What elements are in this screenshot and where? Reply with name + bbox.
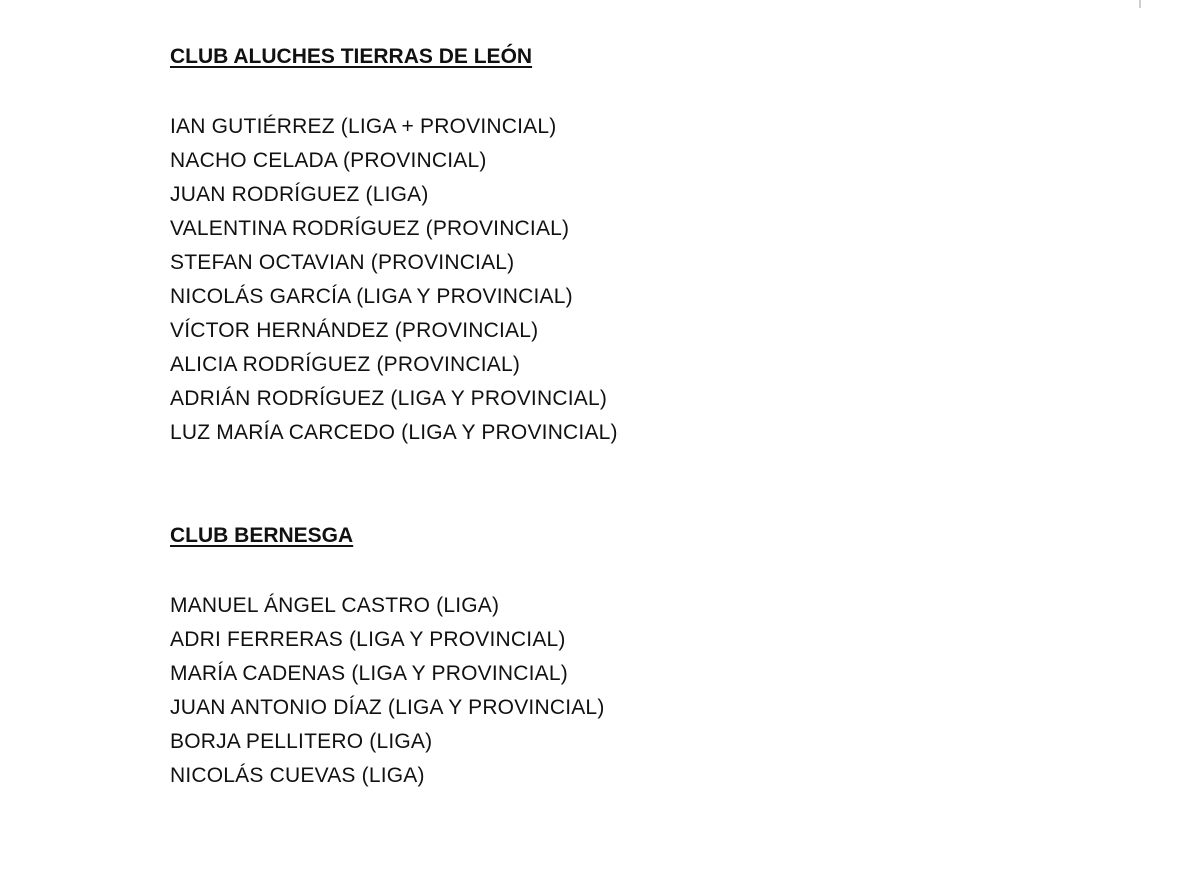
member-list: [170, 589, 605, 793]
club-section-bernesga: [170, 521, 605, 793]
member-item: MARÍA CADENAS (LIGA Y PROVINCIAL): [170, 662, 568, 685]
member-item: MANUEL ÁNGEL CASTRO (LIGA): [170, 594, 500, 617]
member-item: BORJA PELLITERO (LIGA): [170, 730, 433, 753]
member-list: [170, 110, 618, 450]
member-item: JUAN RODRÍGUEZ (LIGA): [170, 183, 429, 206]
member-item: ALICIA RODRÍGUEZ (PROVINCIAL): [170, 353, 521, 376]
member-item: JUAN ANTONIO DÍAZ (LIGA Y PROVINCIAL): [170, 696, 605, 719]
member-item: VALENTINA RODRÍGUEZ (PROVINCIAL): [170, 217, 570, 240]
member-item: IAN GUTIÉRREZ (LIGA + PROVINCIAL): [170, 115, 557, 138]
club-title: CLUB ALUCHES TIERRAS DE LEÓN: [170, 45, 533, 68]
member-item: NICOLÁS CUEVAS (LIGA): [170, 764, 425, 787]
member-item: ADRIÁN RODRÍGUEZ (LIGA Y PROVINCIAL): [170, 387, 608, 410]
member-item: NICOLÁS GARCÍA (LIGA Y PROVINCIAL): [170, 285, 573, 308]
scan-mark: [1139, 0, 1141, 8]
club-section-aluches: [170, 42, 618, 450]
member-item: LUZ MARÍA CARCEDO (LIGA Y PROVINCIAL): [170, 421, 618, 444]
member-item: VÍCTOR HERNÁNDEZ (PROVINCIAL): [170, 319, 539, 342]
member-item: ADRI FERRERAS (LIGA Y PROVINCIAL): [170, 628, 566, 651]
club-title: CLUB BERNESGA: [170, 524, 354, 547]
member-item: STEFAN OCTAVIAN (PROVINCIAL): [170, 251, 515, 274]
member-item: NACHO CELADA (PROVINCIAL): [170, 149, 487, 172]
